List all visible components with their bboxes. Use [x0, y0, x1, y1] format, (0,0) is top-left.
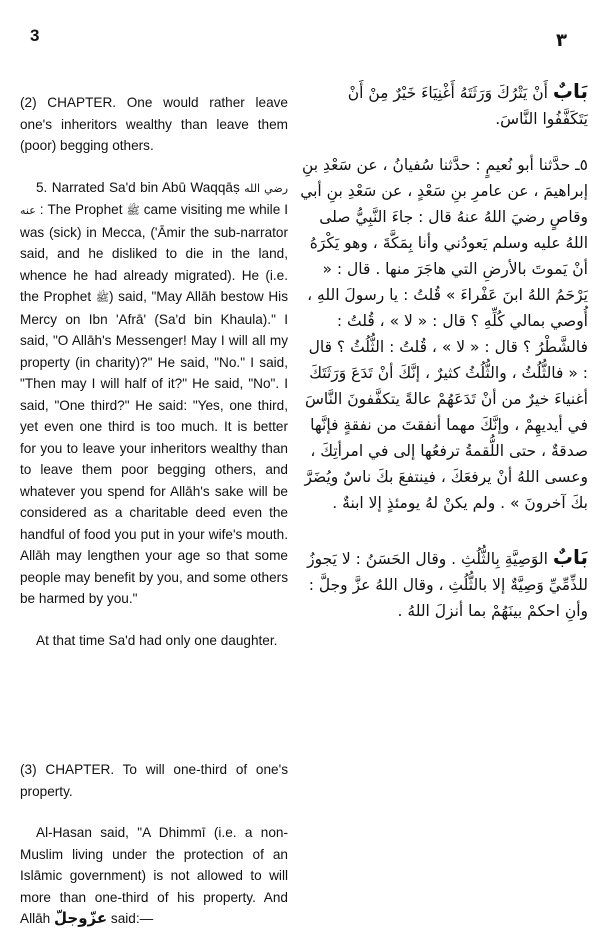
arabic-bab-1: بَابٌ [552, 79, 588, 103]
arabic-chapter-3 [300, 544, 588, 624]
hasan-statement [20, 822, 288, 930]
chapter-2-heading: (2) CHAPTER. One would rather leave one's inheritors wealthy than leave them (poor) begging others. [20, 95, 288, 153]
hasan-part-1: Al-Hasan said, "A Dhimmī (i.e. a non-Muslim living under the protection of an Islāmic government) is not allowed to will more than one-third of his property. And Allāh [20, 825, 288, 926]
hadith-5-part-4: ) said, "May Allāh bestow His Mercy on Ibn 'Afrā' (Sa'd bin Khaula)." I said, "O Allāh's Messenger! May I will all my property (in charity)?" He said, "No." I said, "Then may I will half of it?" He said, "No". I said, "One third?" He said: "Yes, one third, yet even one third is too much. It is better for you to leave your inheritors wealthy than to leave them poor begging others, and whatever you spend for Allāh's sake will be considered as a charitable deed even the handful of food you put in your wife's mouth. Allāh may lengthen your age so that some people may benefit by you, and some others be harmed by you." [20, 289, 288, 606]
azza-wa-jall-calligraphy: عزّوجلّ [54, 909, 108, 927]
english-column [20, 92, 288, 930]
arabic-column [300, 78, 588, 624]
honorific-saw-1: ﷺ [126, 204, 140, 217]
daughter-note: At that time Sa'd had only one daughter. [36, 632, 278, 648]
hadith-5-english [20, 177, 288, 610]
arabic-hadith-5: ٥ـ حدَّثنا أبو نُعيمٍ : حدَّثنا سُفيانُ ، عن سَعْدِ بنِ إبراهيمَ ، عن عامرِ بنِ سَعْدٍ ، عن سَعْدِ بنِ أبي وقاصٍ رضيَ اللهُ عنهُ قال : جاءَ النَّبِيُّ صلى اللهُ عليه وسلم يَعودُني وأنا بِمَكَّةَ ، وهو يَكْرَهُ أنْ يَموتَ بالأرضِ التي هاجَرَ منها . قال : « يَرْحَمُ اللهُ ابنَ عَفْراءَ » قُلتُ : يا رسولَ اللهِ ، أُوصي بمالي كُلِّهِ ؟ قال : « لا » ، قُلتُ : فالشَّطْرُ ؟ قال : « لا » ، قُلتُ : الثُّلُثُ ؟ قال : « فالثُّلُثُ ، والثُّلُثُ كثيرٌ ، إنَّكَ أنْ تَدَعَ وَرَثَتَكَ أغنياءَ خيرٌ من أنْ تَدَعَهُمْ عالةً يتكفَّفونَ النَّاسَ في أيديهِمْ ، وإنَّكَ مهما أنفقتَ من نفقةٍ فإنَّها صدقةٌ ، حتى اللُّقمةُ ترفعُها إلى في امرأتِكَ ، وعسى اللهُ أنْ يرفعَكَ ، فينتفعَ بكَ ناسٌ ويُضَرَّ بكَ آخرونَ » . ولم يكنْ لهُ يومئذٍ إلا ابنةٌ . [300, 156, 588, 512]
chapter-3-heading: (3) CHAPTER. To will one-third of one's property. [20, 762, 288, 799]
honorific-radhi: رضي الله عنه [20, 181, 289, 217]
hadith-5-part-3: came visiting me while I was (sick) in Mecca, ('Āmir the sub-narrator said, and he disliked to die in the land, whence he had already migrated). He (i.e. the Prophet [20, 202, 288, 304]
arabic-chapter-2 [300, 78, 588, 132]
arabic-chapter-3-text: الوَصِيَّةِ بِالثُّلُثِ . وقال الحَسَنُ : لا يَجوزُ للذِّمِّيِّ وَصِيَّةٌ إلا بالثُّلُثِ ، وقال اللهُ عزَّ وجلَّ : وأنِ احكمْ بينَهُمْ بما أنزلَ اللهُ . [307, 550, 588, 620]
hasan-part-2: said:— [110, 911, 154, 926]
hadith-5-part-2: : The Prophet [39, 202, 123, 217]
arabic-bab-2: بَابٌ [552, 545, 588, 569]
hadith-5-part-1: 5. Narrated Sa'd bin Abū Waqqāṣ [36, 179, 240, 195]
page-number-right: ٣ [556, 30, 567, 51]
arabic-chapter-2-text: أَنْ يَتْرُكَ وَرَثَتَهُ أَغْنِيَاءَ خَيْرٌ مِنْ أَنْ يَتَكَفَّفُوا النَّاسَ. [347, 84, 588, 128]
page-number-left: 3 [30, 26, 40, 45]
honorific-saw-2: ﷺ [95, 291, 110, 304]
